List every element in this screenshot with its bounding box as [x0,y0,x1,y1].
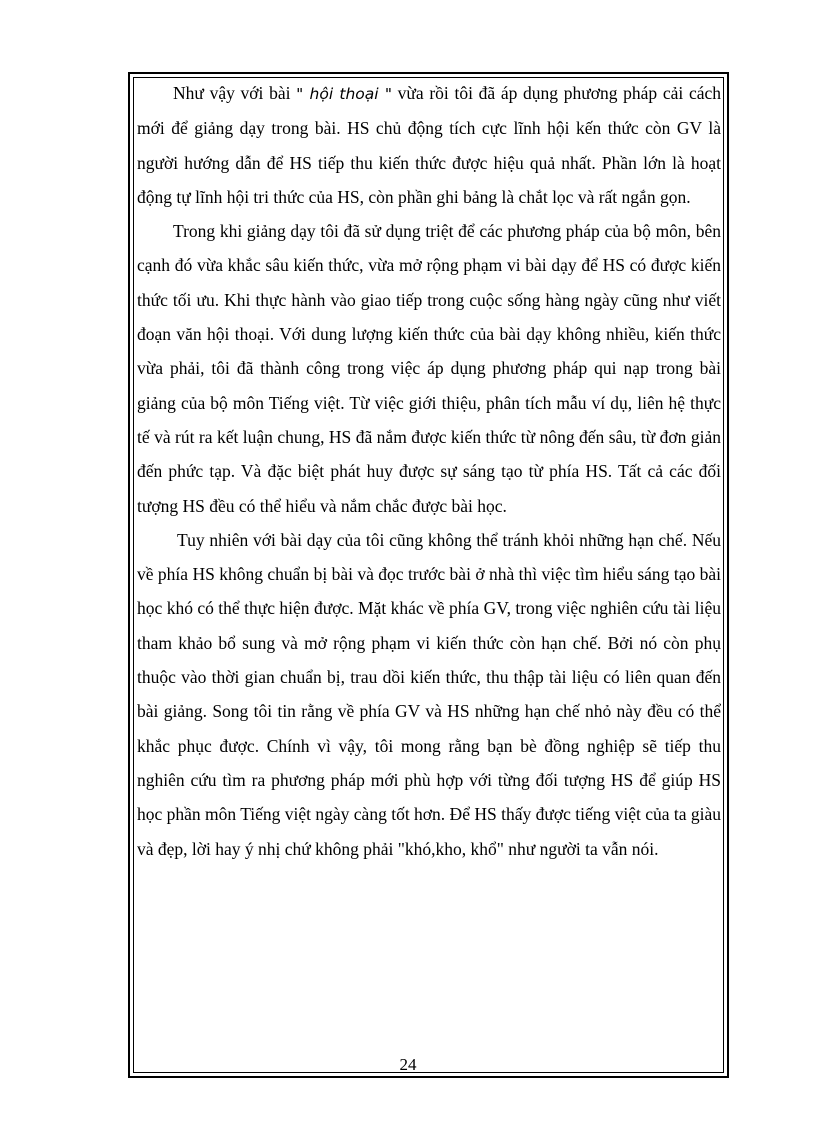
paragraph-teaching-method: Trong khi giảng dạy tôi đã sử dụng triệt để các phương pháp của bộ môn, bên cạnh đó vừa khắc sâu kiến thức, vừa mở rộng phạm vi bài dạy để HS có được kiến thức tối ưu. Khi thực hành vào giao tiếp trong cuộc sống hàng ngày cũng như viết đoạn văn hội thoại. Với dung lượng kiến thức của bài dạy không nhiều, kiến thức vừa phải, tôi đã thành công trong việc áp dụng phương pháp qui nạp trong bài giảng của bộ môn Tiếng việt. Từ việc giới thiệu, phân tích mẫu ví dụ, liên hệ thực tế và rút ra kết luận chung, HS đã nắm được kiến thức từ nông đến sâu, từ đơn giản đến phức tạp. Và đặc biệt phát huy được sự sáng tạo từ phía HS. Tất cả các đối tượng HS đều có thể hiểu và nắm chắc được bài học. [137,221,721,516]
paragraph-1-before: Như vậy với bài [173,83,297,103]
document-body [137,76,721,866]
paragraph-1-after: vừa rồi tôi đã áp dụng phương pháp cải cách mới để giảng dạy trong bài. HS chủ động tích cực lĩnh hội kến thức còn GV là người hướng dẫn để HS tiếp thu kiến thức được hiệu quả nhất. Phần lớn là hoạt động tự lĩnh hội tri thức của HS, còn phần ghi bảng là chắt lọc và rất ngắn gọn. [137,83,722,207]
lesson-title-quote: " hội thoại " [296,85,392,103]
paragraph-conclusion-method [137,76,721,214]
page-number: 24 [399,1055,417,1074]
paragraph-limitations: Tuy nhiên với bài dạy của tôi cũng không thể tránh khỏi những hạn chế. Nếu về phía HS không chuẩn bị bài và đọc trước bài ở nhà thì việc tìm hiểu sáng tạo bài học khó có thể thực hiện được. Mặt khác về phía GV, trong việc nghiên cứu tài liệu tham khảo bổ sung và mở rộng phạm vi kiến thức còn hạn chế. Bởi nó còn phụ thuộc vào thời gian chuẩn bị, trau dồi kiến thức, thu thập tài liệu có liên quan đến bài giảng. Song tôi tin rằng về phía GV và HS những hạn chế nhỏ này đều có thể khắc phục được. Chính vì vậy, tôi mong rằng bạn bè đồng nghiệp sẽ tiếp thu nghiên cứu tìm ra phương pháp mới phù hợp với từng đối tượng HS để giúp HS học phần môn Tiếng việt ngày càng tốt hơn. Để HS thấy được tiếng việt của ta giàu và đẹp, lời hay ý nhị chứ không phải "khó,kho, khổ" như người ta vẫn nói. [137,529,721,859]
